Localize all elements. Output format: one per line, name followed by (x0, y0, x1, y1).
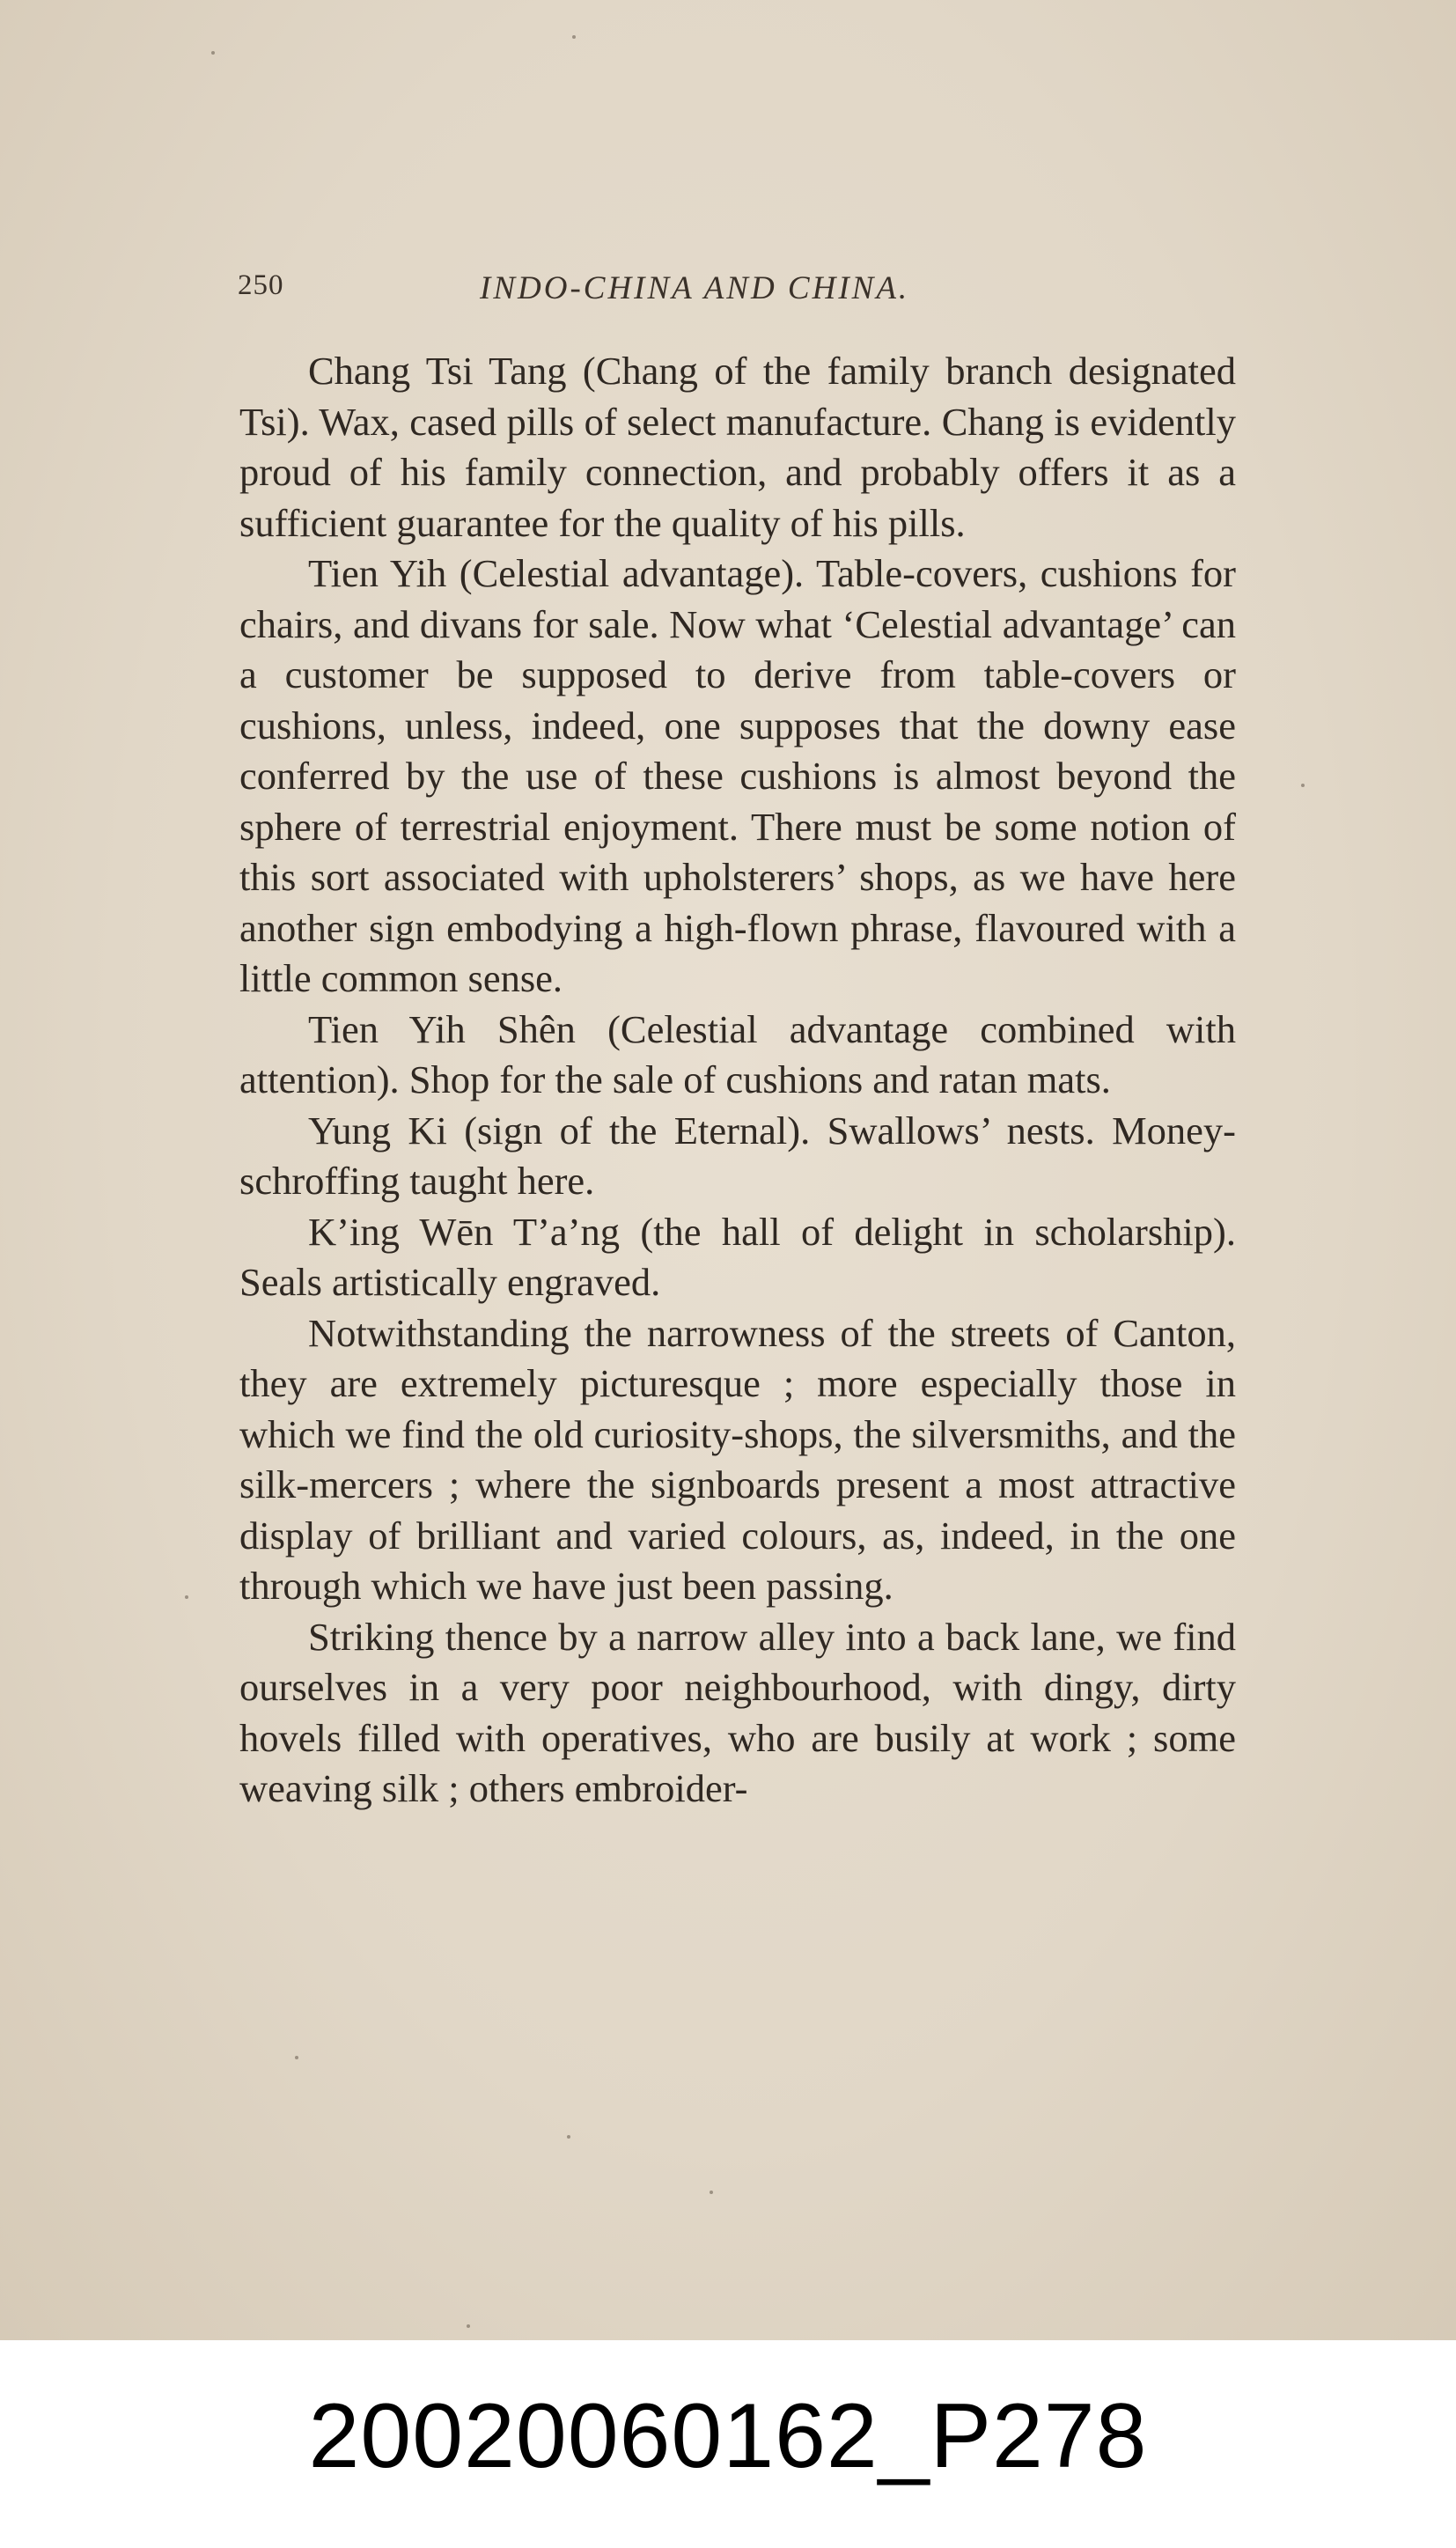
body-text (239, 346, 1236, 1815)
running-title: INDO-CHINA AND CHINA. (480, 270, 910, 306)
page-number: 250 (238, 269, 284, 301)
paragraph-tien-yih-shen: Tien Yih Shên (Celestial advantage combined with attention). Shop for the sale of cushions and ratan mats. (239, 1006, 1236, 1101)
paragraph-yung-ki: Yung Ki (sign of the Eternal). Swallows’ nests. Money-schroffing taught here. (239, 1108, 1236, 1203)
paragraph-chang-tsi-tang: Chang Tsi Tang (Chang of the family branch designated Tsi). Wax, cased pills of select manufacture. Chang is evidently proud of his family connection, and probably offers it as a sufficient guarantee for the quality of his pills. (239, 349, 1236, 545)
paragraph-back-lane: Striking thence by a narrow alley into a back lane, we find ourselves in a very poor neighbourhood, with dingy, dirty hovels filled with operatives, who are busily at work ; some weaving silk ; others embroider- (239, 1614, 1236, 1810)
paragraph-king-wen-tang: K’ing Wēn T’a’ng (the hall of delight in scholarship). Seals artistically engraved. (239, 1209, 1236, 1304)
scan-identifier: 20020060162_P278 (308, 2385, 1148, 2487)
paragraph-tien-yih: Tien Yih (Celestial advantage). Table-covers, cushions for chairs, and divans for sale. Now what ‘Celestial advantage’ can a customer be supposed to derive from table-covers or cushions, unless, indeed, one supposes that the downy ease conferred by the use of these cushions is almost beyond the sphere of terrestrial enjoyment. There must be some notion of this sort associated with upholsterers’ shops, as we have here another sign embodying a high-flown phrase, flavoured with a little common sense. (239, 551, 1236, 1000)
paragraph-canton-streets: Notwithstanding the narrowness of the streets of Canton, they are extremely picturesque ; more especially those in which we find the old curiosity-shops, the silversmiths, and the silk-mercers ; where the signboards present a most attractive display of brilliant and varied colours, as, indeed, in the one through which we have just been passing. (239, 1310, 1236, 1608)
running-head (238, 269, 995, 313)
